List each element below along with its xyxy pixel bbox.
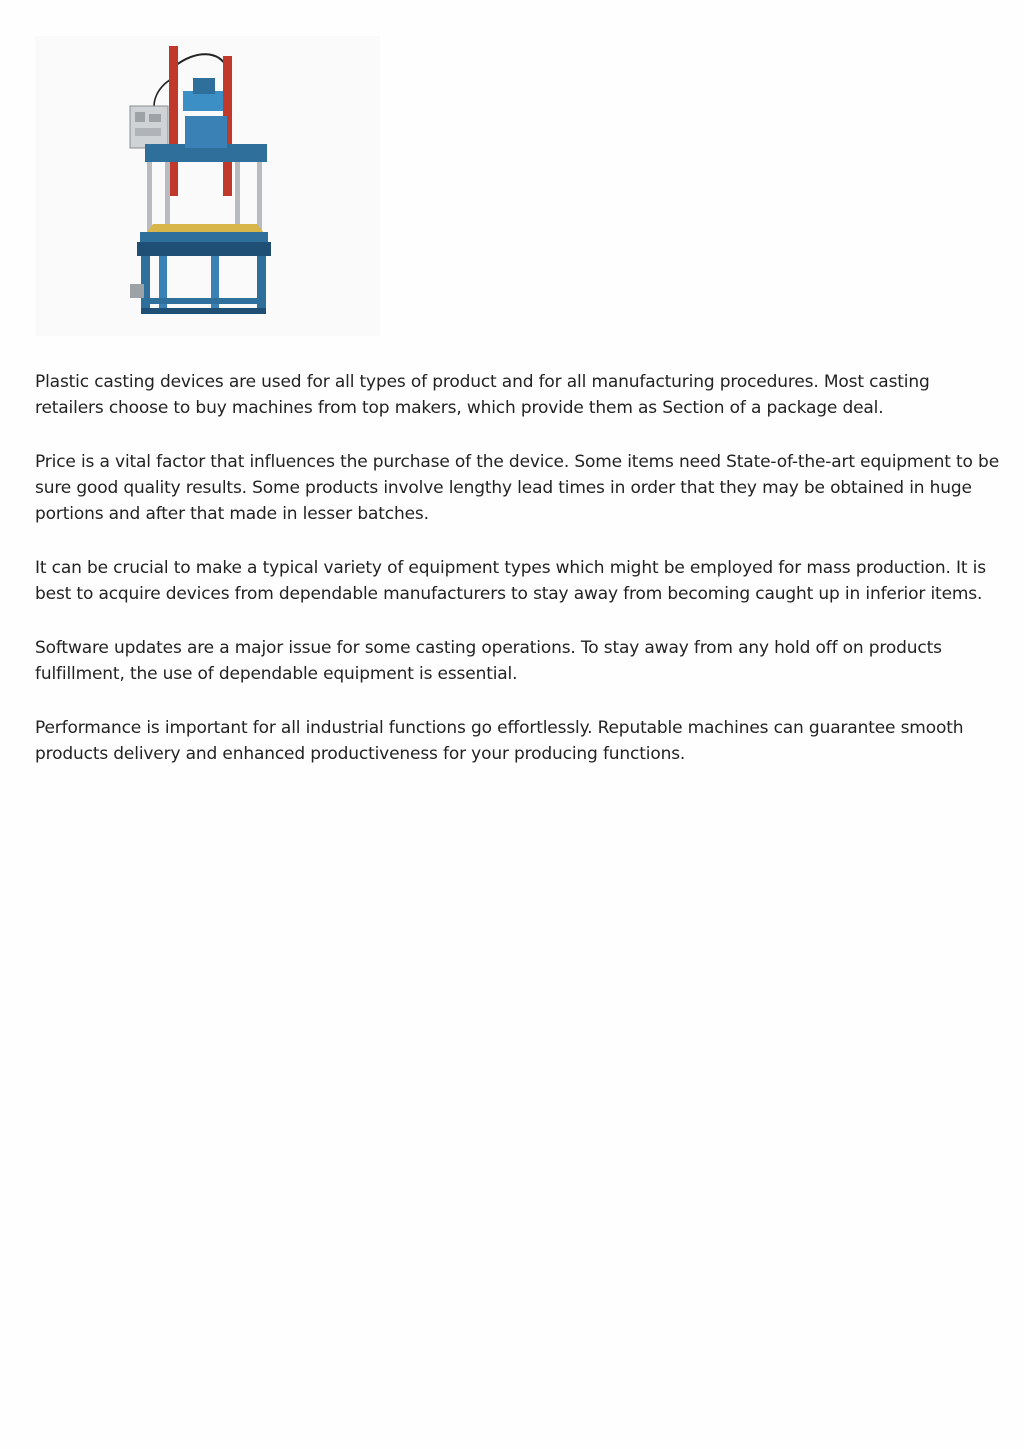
- paragraph: Price is a vital factor that influences the purchase of the device. Some items need State-of-the-art equipment to be sure good quality results. Some products involve lengthy lead times in order that they may be obtained in huge portions and after that made in lesser batches.: [35, 452, 1000, 524]
- hydraulic-press-image: [35, 36, 380, 336]
- paragraph: It can be crucial to make a typical variety of equipment types which might be employed for mass production. It is best to acquire devices from dependable manufacturers to stay away from becoming caught up in inferior items.: [35, 558, 986, 604]
- paragraph: Software updates are a major issue for some casting operations. To stay away from any hold off on products fulfillment, the use of dependable equipment is essential.: [35, 638, 942, 684]
- paragraph: Plastic casting devices are used for all types of product and for all manufacturing procedures. Most casting retailers choose to buy machines from top makers, which provide them as Section of a package deal.: [35, 372, 930, 418]
- article-body: [35, 369, 1000, 795]
- paragraph: Performance is important for all industrial functions go effortlessly. Reputable machines can guarantee smooth products delivery and enhanced productiveness for your producing functions.: [35, 718, 964, 764]
- press-machine-illustration: [35, 36, 380, 336]
